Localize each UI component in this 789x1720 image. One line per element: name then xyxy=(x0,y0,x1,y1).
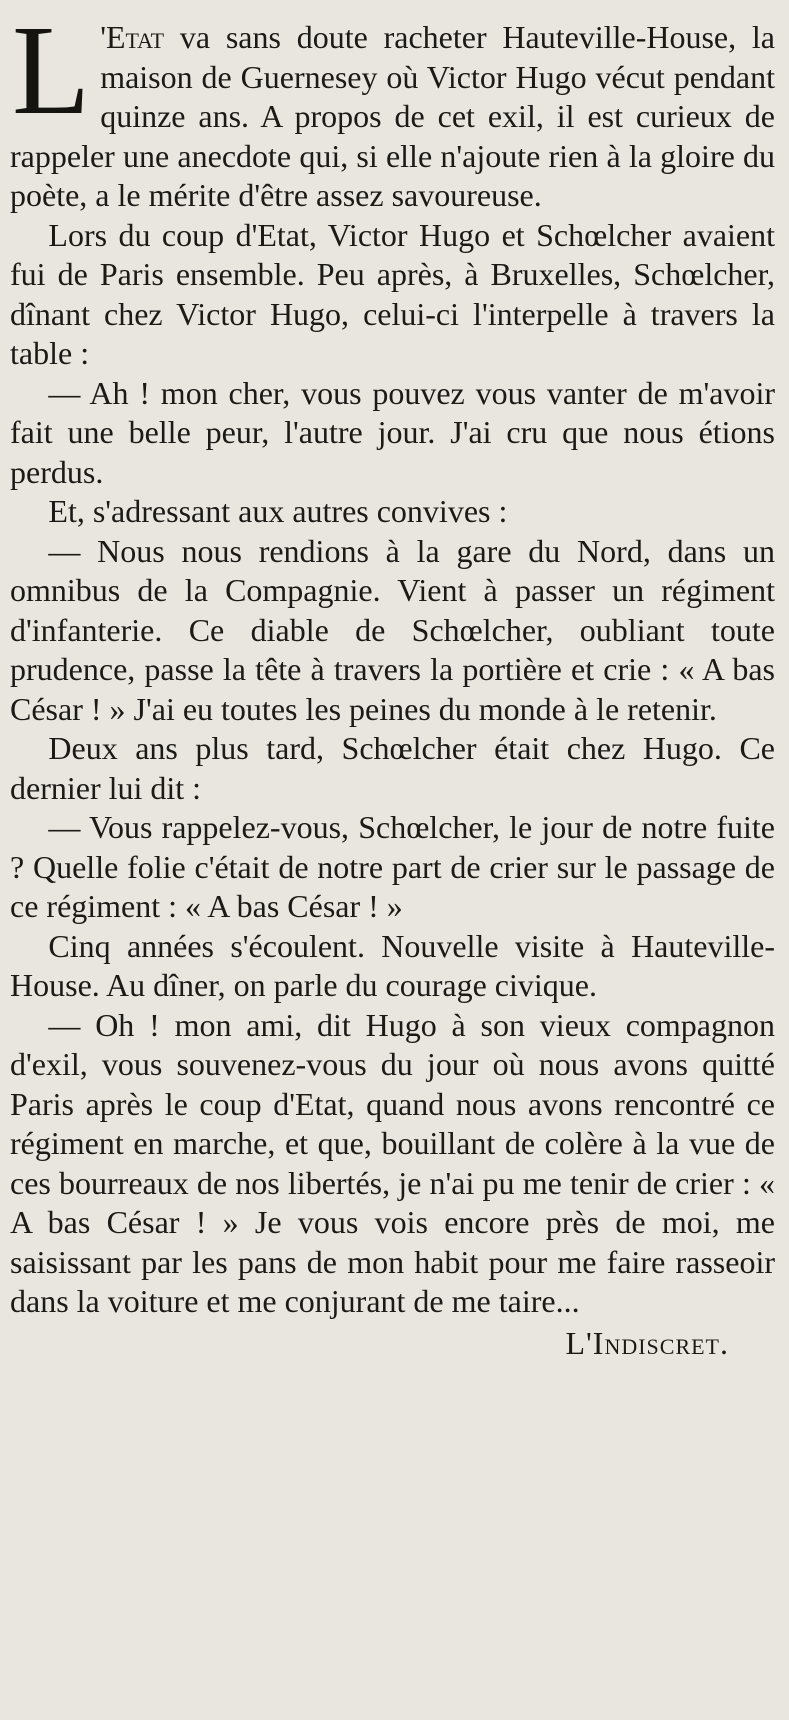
article-paragraph: — Ah ! mon cher, vous pouvez vous vanter de m'avoir fait une belle peur, l'autre jour. J'ai cru que nous étions perdus. xyxy=(10,374,775,490)
article-paragraph: — Vous rappelez-vous, Schœlcher, le jour de notre fuite ? Quelle folie c'était de notre part de crier sur le passage de ce régiment : « A bas César ! » xyxy=(10,809,775,924)
article-paragraph: Cinq années s'écoulent. Nouvelle visite à Hauteville-House. Au dîner, on parle du courage civique. xyxy=(10,927,775,1003)
intro-text: va sans doute racheter Hauteville-House, la maison de Guernesey où Victor Hugo vécut pendant quinze ans. A propos de cet exil, il est curieux de rappeler une anecdote qui, si elle n'ajoute rien à la gloire du poète, a le mérite d'être assez savoureuse. xyxy=(10,19,775,213)
article-paragraph: Deux ans plus tard, Schœlcher était chez Hugo. Ce dernier lui dit : xyxy=(10,730,775,806)
article-paragraph: Lors du coup d'Etat, Victor Hugo et Schœlcher avaient fui de Paris ensemble. Peu après, à Bruxelles, Schœlcher, dînant chez Victor Hugo, celui-ci l'interpelle à travers la table : xyxy=(10,216,775,371)
article-intro-paragraph xyxy=(10,0,775,216)
article-paragraph: — Nous nous rendions à la gare du Nord, dans un omnibus de la Compagnie. Vient à passer un régiment d'infanterie. Ce diable de Schœlcher, oubliant toute prudence, passe la tête à travers la portière et crie : « A bas César ! » J'ai eu toutes les peines du monde à le retenir. xyxy=(10,532,775,727)
drop-cap-letter: L xyxy=(12,0,91,141)
article-paragraph: Et, s'adressant aux autres convives : xyxy=(48,493,508,529)
intro-first-word: 'Etat xyxy=(100,19,165,55)
author-signature: L'Indiscret. xyxy=(565,1324,729,1361)
article-paragraph: — Oh ! mon ami, dit Hugo à son vieux compagnon d'exil, vous souvenez-vous du jour où nous avons quitté Paris après le coup d'Etat, quand nous avons rencontré ce régiment en marche, et que, bouillant de colère à la vue de ces bourreaux de nos libertés, je n'ai pu me tenir de crier : « A bas César ! » Je vous vois encore près de moi, me saisissant par les pans de mon habit pour me faire rasseoir dans la voiture et me conjurant de me taire... xyxy=(10,1006,775,1319)
